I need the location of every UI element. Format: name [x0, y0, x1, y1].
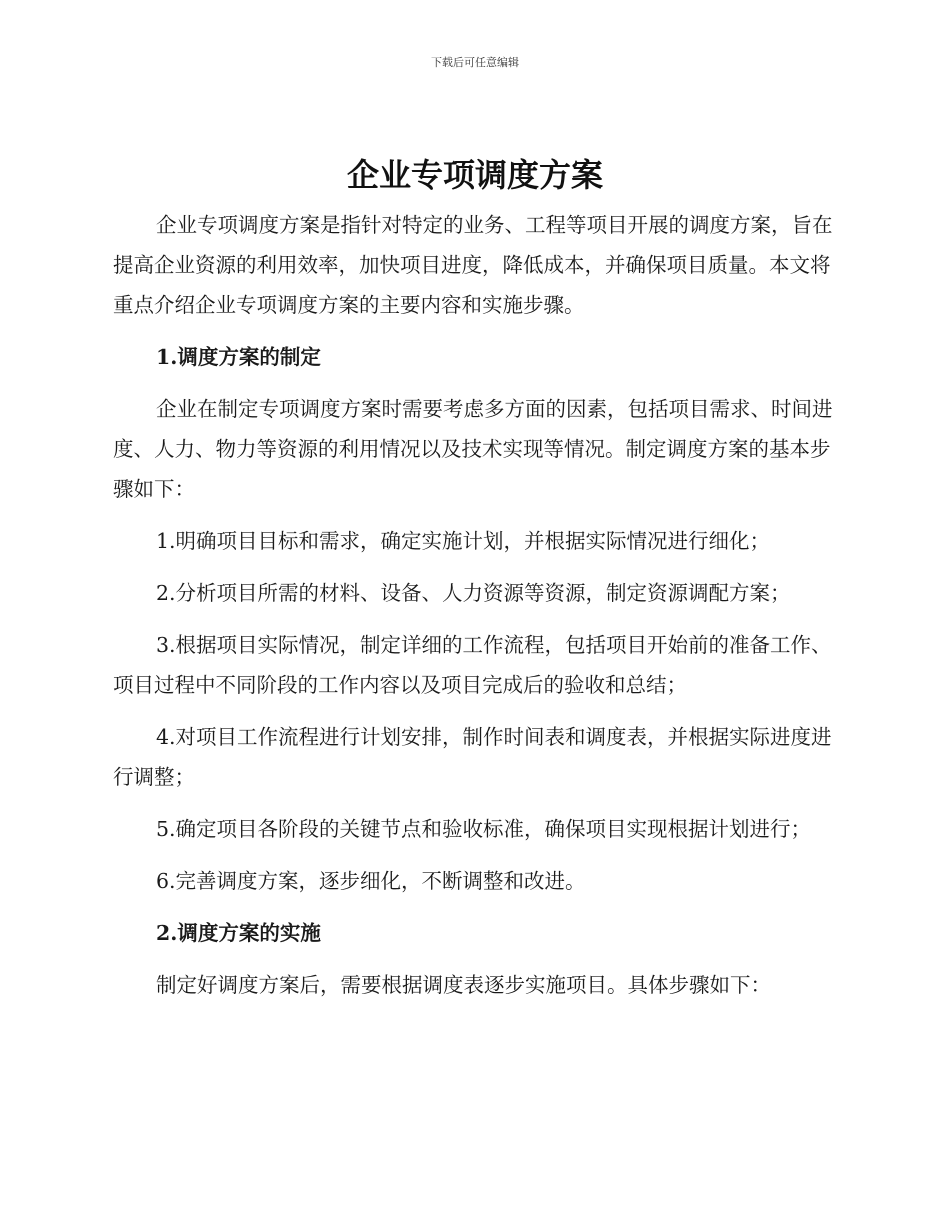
step-1: 1.明确项目目标和需求，确定实施计划，并根据实际情况进行细化；: [156, 529, 771, 553]
step-5: 5.确定项目各阶段的关键节点和验收标准，确保项目实现根据计划进行；: [156, 817, 812, 841]
document-body: [113, 205, 835, 1017]
section-heading-2: 2.调度方案的实施: [156, 921, 321, 945]
section-heading-1: 1.调度方案的制定: [156, 345, 321, 369]
section-2-paragraph: 制定好调度方案后，需要根据调度表逐步实施项目。具体步骤如下：: [156, 973, 771, 997]
intro-paragraph: 企业专项调度方案是指针对特定的业务、工程等项目开展的调度方案，旨在提高企业资源的利用效率，加快项目进度，降低成本，并确保项目质量。本文将重点介绍企业专项调度方案的主要内容和实施步骤。: [113, 213, 833, 317]
step-4: 4.对项目工作流程进行计划安排，制作时间表和调度表，并根据实际进度进行调整；: [113, 725, 832, 789]
header-note: 下载后可任意编辑: [431, 56, 519, 69]
step-3: 3.根据项目实际情况，制定详细的工作流程，包括项目开始前的准备工作、项目过程中不同阶段的工作内容以及项目完成后的验收和总结；: [113, 633, 832, 697]
section-1-paragraph: 企业在制定专项调度方案时需要考虑多方面的因素，包括项目需求、时间进度、人力、物力等资源的利用情况以及技术实现等情况。制定调度方案的基本步骤如下：: [113, 397, 833, 501]
document-title: 企业专项调度方案: [346, 156, 603, 194]
step-2: 2.分析项目所需的材料、设备、人力资源等资源，制定资源调配方案；: [156, 581, 791, 605]
step-6: 6.完善调度方案，逐步细化，不断调整和改进。: [156, 869, 586, 893]
